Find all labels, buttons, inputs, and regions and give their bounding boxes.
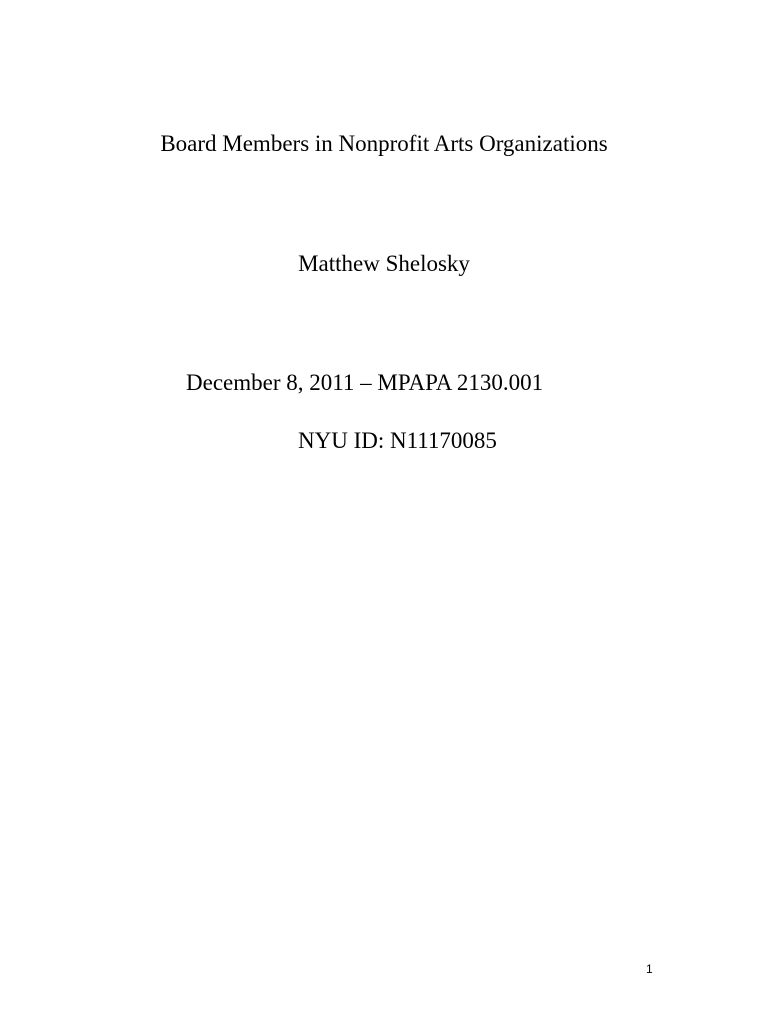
student-id: NYU ID: N11170085 [298,428,497,453]
date-and-course: December 8, 2011 – MPAPA 2130.001 [186,370,544,395]
document-title: Board Members in Nonprofit Arts Organizations [160,131,608,156]
page-number: 1 [646,962,653,976]
author-name: Matthew Shelosky [298,251,470,276]
